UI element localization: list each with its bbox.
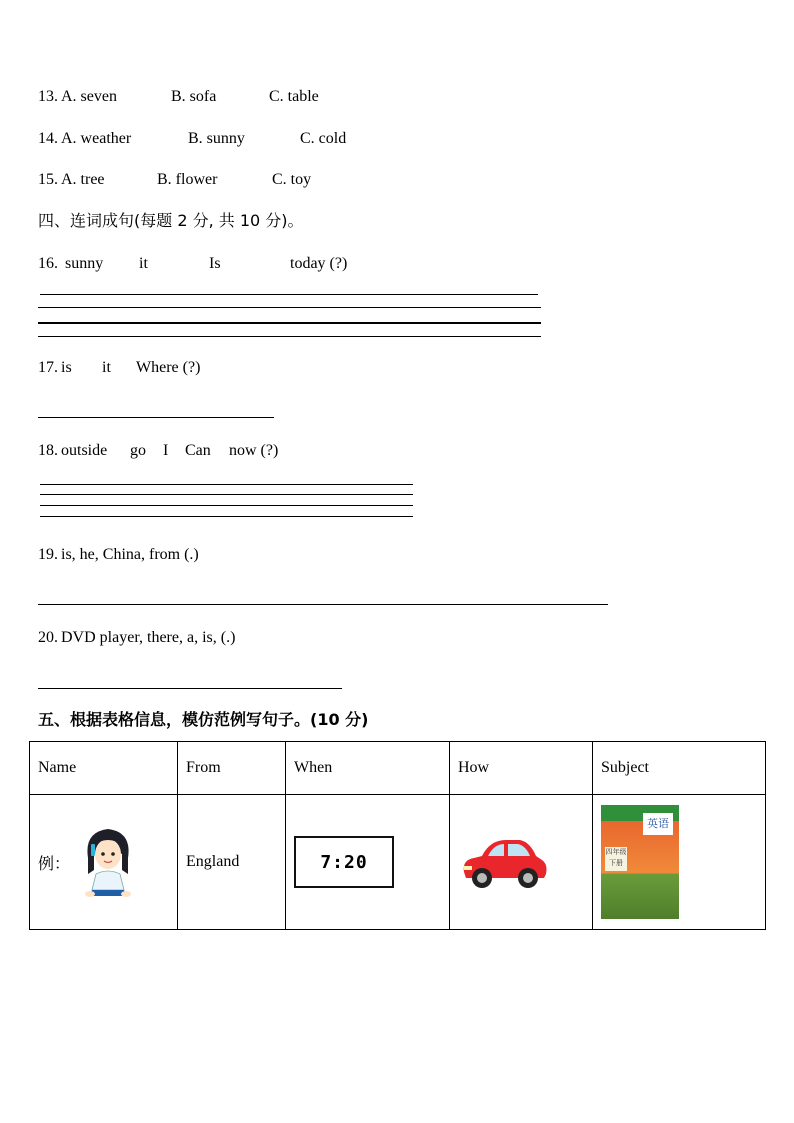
from-cell: England	[178, 795, 286, 930]
option-b: B. sofa	[171, 88, 217, 105]
header-name: Name	[30, 742, 178, 795]
word: Is	[209, 255, 221, 272]
option-c: C. cold	[300, 130, 347, 147]
info-table	[29, 741, 766, 930]
word: now (?)	[229, 442, 279, 459]
word: today (?)	[290, 255, 348, 272]
answer-line	[38, 336, 541, 337]
question-number: 13.	[38, 88, 58, 105]
section-4-heading: 四、连词成句(每题 2 分, 共 10 分)。	[38, 211, 304, 230]
option-b: B. flower	[157, 171, 218, 188]
header-how: How	[450, 742, 593, 795]
clock-display: 7:20	[294, 836, 394, 888]
name-cell	[30, 795, 178, 930]
question-15	[38, 170, 438, 190]
question-13	[38, 87, 438, 107]
word-list: is, he, China, from (.)	[61, 546, 199, 563]
question-17	[38, 358, 338, 378]
answer-line	[38, 688, 342, 689]
answer-line	[40, 294, 538, 295]
answer-line	[38, 604, 608, 605]
book-grade: 四年级 下册	[605, 847, 627, 871]
word: is	[61, 359, 72, 376]
question-20	[38, 628, 338, 648]
header-when: When	[286, 742, 450, 795]
question-number: 20.	[38, 629, 58, 646]
answer-line	[40, 494, 413, 495]
when-cell	[286, 795, 450, 930]
question-16	[38, 254, 438, 274]
word: outside	[61, 442, 108, 459]
subject-cell	[593, 795, 766, 930]
how-cell	[450, 795, 593, 930]
answer-line	[40, 484, 413, 485]
question-number: 14.	[38, 130, 58, 147]
word-list: DVD player, there, a, is, (.)	[61, 629, 236, 646]
question-number: 19.	[38, 546, 58, 563]
word: it	[102, 359, 111, 376]
option-a: A. tree	[61, 171, 105, 188]
option-b: B. sunny	[188, 130, 245, 147]
question-19	[38, 545, 338, 565]
answer-line	[40, 505, 413, 506]
word: it	[139, 255, 148, 272]
question-18	[38, 441, 358, 461]
table-header-row	[30, 742, 766, 795]
option-c: C. table	[269, 88, 319, 105]
word: sunny	[65, 255, 104, 272]
answer-line	[38, 322, 541, 324]
option-a: A. seven	[61, 88, 117, 105]
question-number: 17.	[38, 359, 58, 376]
header-from: From	[178, 742, 286, 795]
answer-line	[40, 516, 413, 517]
section-5-heading: 五、根据表格信息，模仿范例写句子。(10 分)	[38, 710, 369, 729]
girl-icon	[78, 824, 138, 900]
question-14	[38, 129, 438, 149]
word: Can	[185, 442, 211, 459]
textbook-cover-icon	[601, 805, 679, 919]
table-row	[30, 795, 766, 930]
question-number: 18.	[38, 442, 58, 459]
example-label: 例：	[38, 853, 71, 873]
answer-line	[38, 417, 274, 418]
word: Where (?)	[136, 359, 201, 376]
car-icon	[458, 828, 550, 892]
header-subject: Subject	[593, 742, 766, 795]
question-number: 16.	[38, 255, 58, 272]
question-number: 15.	[38, 171, 58, 188]
book-title: 英语	[643, 813, 673, 835]
word: I	[163, 442, 169, 459]
word: go	[130, 442, 146, 459]
option-a: A. weather	[61, 130, 132, 147]
answer-line	[38, 307, 541, 308]
option-c: C. toy	[272, 171, 312, 188]
